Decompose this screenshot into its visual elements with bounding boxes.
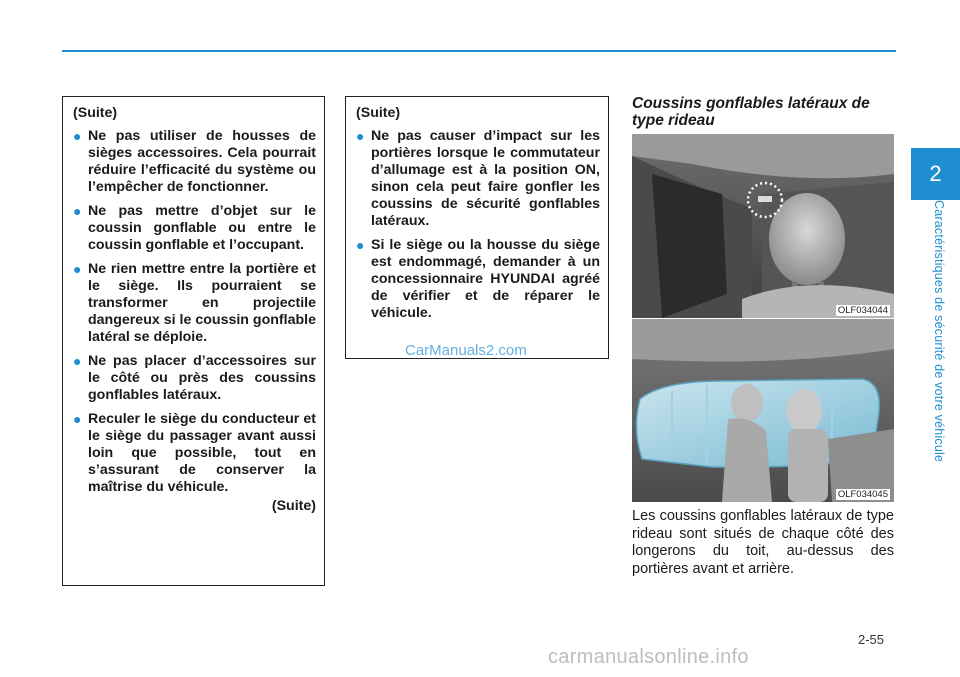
figure-curtain-deployed bbox=[632, 319, 894, 502]
continued-label-end: (Suite) bbox=[271, 498, 316, 514]
car-interior-illustration bbox=[632, 134, 894, 318]
bullet-icon: ● bbox=[356, 237, 365, 253]
list-item: ● Ne pas utiliser de housses de sièges accessoires. Cela pourrait réduire l’efficacité du système ou l’empêcher de fonctionner. bbox=[73, 128, 316, 195]
watermark-bottom: carmanualsonline.info bbox=[548, 646, 749, 668]
chapter-tab bbox=[911, 148, 960, 200]
figure-code: OLF034044 bbox=[837, 305, 888, 316]
list-item: ● Ne pas mettre d’objet sur le coussin gonflable ou entre le coussin gonflable et l’occupant. bbox=[73, 203, 316, 253]
bullet-icon: ● bbox=[73, 261, 82, 277]
list-item: ● Reculer le siège du conducteur et le siège du passager avant aussi loin que possible, tout en s’assurant de conserver la maîtrise du véhicule. bbox=[73, 411, 316, 495]
chapter-number: 2 bbox=[929, 161, 942, 186]
list-item: ● Si le siège ou la housse du siège est endommagé, demander à un concessionnaire HYUNDAI agréé de vérifier et de réparer le véhicule. bbox=[356, 237, 600, 321]
bullet-icon: ● bbox=[356, 128, 365, 144]
bullet-icon: ● bbox=[73, 411, 82, 427]
warning-box-left bbox=[62, 96, 325, 586]
section-body: Les coussins gonflables latéraux de type rideau sont situés de chaque côté des longerons du toit, au-dessus des portières avant et arrière. bbox=[632, 508, 894, 577]
continued-label: (Suite) bbox=[73, 105, 118, 121]
list-item: ● Ne pas placer d’accessoires sur le côté ou près des coussins gonflables latéraux. bbox=[73, 353, 316, 403]
warning-box-right bbox=[345, 96, 609, 359]
warning-list bbox=[73, 128, 316, 496]
list-item: ● Ne pas causer d’impact sur les portières lorsque le commutateur d’allumage est à la position ON, sinon cela peut faire gonfler les coussins de sécurité gonflables latéraux. bbox=[356, 128, 600, 229]
warning-list bbox=[356, 128, 600, 322]
bullet-icon: ● bbox=[73, 128, 82, 144]
header-rule bbox=[62, 50, 896, 52]
section-title: Coussins gonflables latéraux de type rideau bbox=[632, 95, 870, 129]
figure-roof-airbag-location bbox=[632, 134, 894, 318]
figure-code: OLF034045 bbox=[837, 489, 888, 500]
list-item: ● Ne rien mettre entre la portière et le siège. Ils pourraient se transformer en projectile dangereux si le coussin gonflable latéral se déploie. bbox=[73, 261, 316, 345]
bullet-icon: ● bbox=[73, 353, 82, 369]
bullet-icon: ● bbox=[73, 203, 82, 219]
page-number: 2-55 bbox=[858, 632, 885, 647]
curtain-airbag-illustration bbox=[632, 319, 894, 502]
continued-label: (Suite) bbox=[356, 105, 401, 121]
watermark-top: CarManuals2.com bbox=[405, 342, 527, 359]
chapter-title: Caractéristiques de sécurité de votre véhicule bbox=[932, 200, 946, 463]
